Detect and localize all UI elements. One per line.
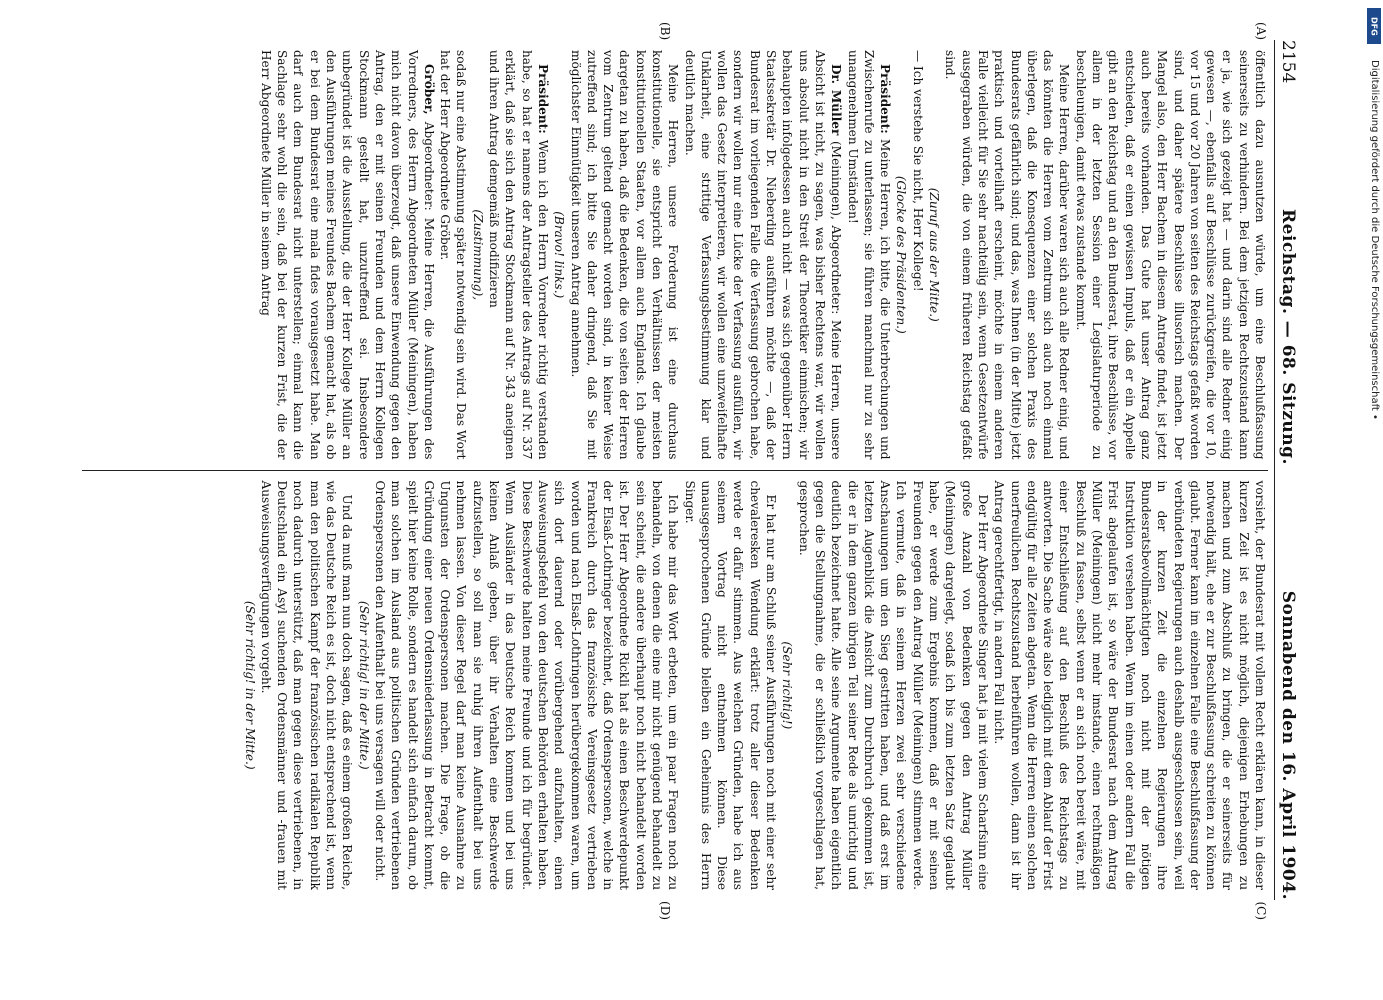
- speech-paragraph: [257, 50, 436, 460]
- paragraph: Meine Herren, darüber waren sich auch alle Redner einig, und das könnten die Herren vom Zentrum sich auch noch einmal überlegen, daß die Konsequenzen einer solchen Praxis des Bundesrats gefährlich sind; und das, was Ihnen (in der Mitte) jetzt praktisch und vorteilhaft erscheint, möchte in einem anderen Falle vielleicht für Sie sehr nachteilig sein, wenn Gesetzentwürfe ausgegraben würden, die von einem früheren Reichstag gefaßt sind.: [942, 50, 1071, 460]
- header-left-title: Reichstag. — 68. Sitzung.: [1277, 209, 1298, 465]
- interjection: (Zustimmung),: [470, 209, 485, 301]
- paragraph: Und da muß man nun doch sagen, daß es einem großen Reiche, wie das Deutsche Reich es ist, doch nicht entsprechend ist, wenn man den politischen Kampf der französischen radikalen Republik noch dadurch unterstützt, daß man gegen diese vertriebenen, in Deutschland ein Asyl suchenden Ordensmänner und -frauen mit Ausweisungsverfügungen vorgeht.: [258, 480, 354, 890]
- paragraph: Er hat nur am Schluß seiner Ausführungen noch mit einer sehr chevaleresken Wendung erklärt: trotz aller dieser Bedenken werde er dafür stimmen. Aus welchen Gründen, habe ich aus seinem Vortrag nicht entnehmen können. Diese unausgesprochenen Gründe bleiben ein Geheimnis des Herrn Singer.: [682, 480, 778, 890]
- speech-paragraph: [844, 50, 893, 460]
- interjection: (Sehr richtig! in der Mitte.): [356, 600, 371, 770]
- paragraph: Meine Herren, unsere Forderung ist eine durchaus konstitutionelle, sie entspricht den Verhältnissen der meisten konstitutionellen Staaten, vor allem auch Englands. Ich glaube dargetan zu haben, daß die Bedenken, die von seiten der Herren vom Zentrum geltend gemacht worden sind, in keiner Weise zutreffend sind; ich bitte Sie daher dringend, daß Sie mit möglichster Einmütigkeit unseren Antrag annehmen.: [568, 50, 680, 460]
- paragraph: — Ich verstehe Sie nicht, Herr Kollege!: [910, 50, 925, 292]
- page-number: 2154: [1277, 40, 1298, 84]
- column-right: [82, 470, 1268, 901]
- paragraph: öffentlich dazu ausnutzen würde, um eine Beschlußfassung seinerseits zu verhindern. Bei dem jetzigen Rechtszustand kann er ja, wie sich gezeigt hat — und darin sind alle Redner einig gewesen —, ebenfalls auf Beschlüsse zurückgreifen, die vor 10, vor 15 und vor 20 Jahren von seiten des Reichstags gefaßt worden sind, und daher spätere Beschlüsse illusorisch machen. Der Mangel also, den Herr Bachem in diesem Antrage findet, ist jetzt auch bereits vorhanden. Das Gute hat unser Antrag ganz entschieden, daß er einen gewissen Impuls, daß er ein Appelle gibt an den Reichstag und an den Bundesrat, ihre Beschlüsse, vor allem in der letzten Session einer Legislaturperiode zu beschleunigen, damit etwas zustande kommt.: [1073, 50, 1267, 460]
- speech-text: Abgeordneter: Meine Herren, die Ausführungen des Vorredners, des Herrn Abgeordneten Müller (Meiningen), haben mich nicht davon überzeugt, daß unsere Einwendung gegen den Antrag, den er mit seinen Freunden und dem Herrn Kollegen Stockmann gestellt hat, unzutreffend sei. Insbesondere unbegründet ist die Ausstellung, die der Herr Kollege Müller an den Ausführungen meines Freundes Bachem gemacht hat, als ob er bei dem Bundesrat eine mala fides vorausgesetzt habe. Man darf auch dem Bundesrat nicht unterstellen; einmal kann die Sachlage sehr wohl die sein, daß bei der kurzen Frist, die der Herr Abgeordnete Müller in seinem Antrag: [258, 50, 436, 460]
- speaker-name: Dr. Müller: [828, 64, 843, 136]
- text-columns: [82, 40, 1268, 900]
- digitization-credit: Digitalisierung gefördert durch die Deutsche Forschungsgemeinschaft •: [1369, 60, 1380, 420]
- paragraph: Ich habe mir das Wort erbeten, um ein paar Fragen noch zu behandeln, von denen die eine mir nicht genügend behandelt zu sein scheint, die andere überhaupt noch nicht behandelt worden ist. Der Herr Abgeordnete Rickli hat als einen Beschwerdepunkt der Elsaß-Lothringer bezeichnet, daß Ordenspersonen, welche in Frankreich durch das französische Vereinsgesetz vertrieben worden und nach Elsaß-Lothringen herübergekommen waren, um sich dort dauernd oder vorübergehend aufzuhalten, einen Ausweisungsbefehl von den deutschen Behörden erhalten haben. Diese Beschwerde halten meine Freunde und ich für begründet. Wenn Ausländer in das Deutsche Reich kommen und bei uns keinen Anlaß geben, über ihr Verhalten eine Beschwerde aufzustellen, so soll man sie ruhig ihren Aufenthalt bei uns nehmen lassen. Von dieser Regel darf man keine Ausnahme zu Ungunsten der Ordenspersonen machen. Die Frage, ob die Gründung einer neuen Ordensniederlassung in Betracht kommt, spielt hier keine Rolle, sondern es handelt sich einfach darum, ob man solchen im Ausland aus politischen Gründen vertriebenen Ordenspersonen den Aufenthalt bei uns versagen will oder nicht.: [372, 480, 680, 890]
- interjection: (Bravo! links.): [551, 211, 566, 299]
- interjection: (Sehr richtig! in der Mitte.): [242, 600, 257, 770]
- interjection: (Sehr richtig!): [779, 641, 794, 730]
- speech-paragraph: [485, 50, 550, 460]
- speech-text: Meine Herren, ich bitte, die Unterbrechungen und Zwischenrufe zu unterlassen; sie führen manchmal nur zu sehr unangenehmen Umständen!: [845, 50, 892, 460]
- paragraph: Der Herr Abgeordnete Singer hat ja mit vielem Scharfsinn eine große Anzahl von Bedenken gegen den Antrag Müller (Meiningen) dargelegt, sodaß ich bis zum letzten Satz geglaubt habe, er werde zum Ergebnis kommen, daß er mit seinen Freunden gegen den Antrag Müller (Meiningen) stimmen werde. Ich vermute, daß in seinem Herzen zwei sehr verschiedene Anschauungen um den Sieg gestritten haben, und daß erst im letzten Augenblick die Ansicht zum Durchbruch gekommen ist, die er in dem ganzen übrigen Teil seiner Rede als unrichtig und deutlich bezeichnet hatte. Alle seine Argumente haben eigentlich gegen die Stellungnahme, die er schließlich vorgeschlagen hat, gesprochen.: [796, 480, 990, 890]
- margin-marker-a: (A): [1253, 22, 1268, 41]
- rotated-page: [72, 20, 1312, 920]
- speech-paragraph: [681, 50, 844, 460]
- margin-marker-b: (B): [657, 22, 672, 41]
- speaker-name: Präsident:: [877, 64, 892, 134]
- margin-marker-c: (C): [1253, 901, 1268, 920]
- column-left: [82, 40, 1268, 470]
- interjection: (Glocke des Präsidenten.): [893, 175, 908, 334]
- paragraph: sodaß nur eine Abstimmung später notwendig sein wird. Das Wort hat der Herr Abgeordnete Gröber.: [437, 50, 468, 460]
- interjection: (Zuruf aus der Mitte.): [926, 187, 941, 322]
- speech-text: Wenn ich den Herrn Vorredner richtig verstanden habe, so hat er namens der Antragsteller des Antrags auf Nr. 337 erklärt, daß sie sich den Antrag Stockmann auf Nr. 343 aneignen und ihren Antrag demgemäß modifizieren: [486, 50, 550, 460]
- header-right-title: Sonnabend den 16. April 1904.: [1277, 590, 1298, 900]
- dfg-logo: DFG: [1367, 8, 1381, 44]
- margin-marker-d: (D): [657, 901, 672, 920]
- speaker-name: Gröber,: [421, 64, 436, 115]
- paragraph: vorsieht, der Bundesrat mit vollem Recht erklären kann, in dieser kurzen Zeit ist es nicht möglich, diejenigen Erhebungen zu machen und zum Abschluß zu bringen, die er seinerseits für notwendig hält, ehe er zur Beschlußfassung schreiten zu können glaubt. Ferner kann im einzelnen Falle eine Beschlußfassung der verbündeten Regierungen auch deshalb ausgeschlossen sein, weil in der kurzen Zeit die einzelnen Regierungen ihre Bundesratsbevollmächtigten noch nicht mit der nötigen Instruktion versehen haben. Wenn im einen oder andern Fall die Frist abgelaufen ist, so wäre der Bundesrat nach dem Antrag Müller (Meiningen) nicht mehr imstande, einen rechtmäßigen Beschluß zu fassen, selbst wenn er an sich noch bereit wäre, mit einer Entschließung auf den Beschluß des Reichstags zu antworten. Die Sache wäre also lediglich mit dem Ablauf der Frist endgültig für alle Zeiten abgetan. Wenn die Herren einen solchen unerfreulichen Rechtszustand herbeiführen wollen, dann ist ihr Antrag gerechtfertigt, in andern Fall nicht.: [991, 480, 1267, 890]
- speech-text: (Meiningen), Abgeordneter: Meine Herren, unsere Absicht ist nicht, zu sagen, was bisher Rechtens war, wir wollen uns absolut nicht in den Streit der Theoretiker einmischen; wir behaupten infolgedessen auch nicht — was sich gegenüber Herrn Staatssekretär Dr. Nieberding ausführen möchte —, daß der Bundesrat im vorliegenden Falle die Verfassung gebrochen habe, sondern wir wollen nur eine Lücke der Verfassung ausfüllen, wir wollen das Gesetz interpretieren, wir wollen eine unzweifelhafte Unklarheit, eine strittige Verfassungsbestimmung klar und deutlich machen.: [682, 50, 843, 460]
- speaker-name: Präsident:: [535, 64, 550, 134]
- page-header: [1274, 40, 1312, 900]
